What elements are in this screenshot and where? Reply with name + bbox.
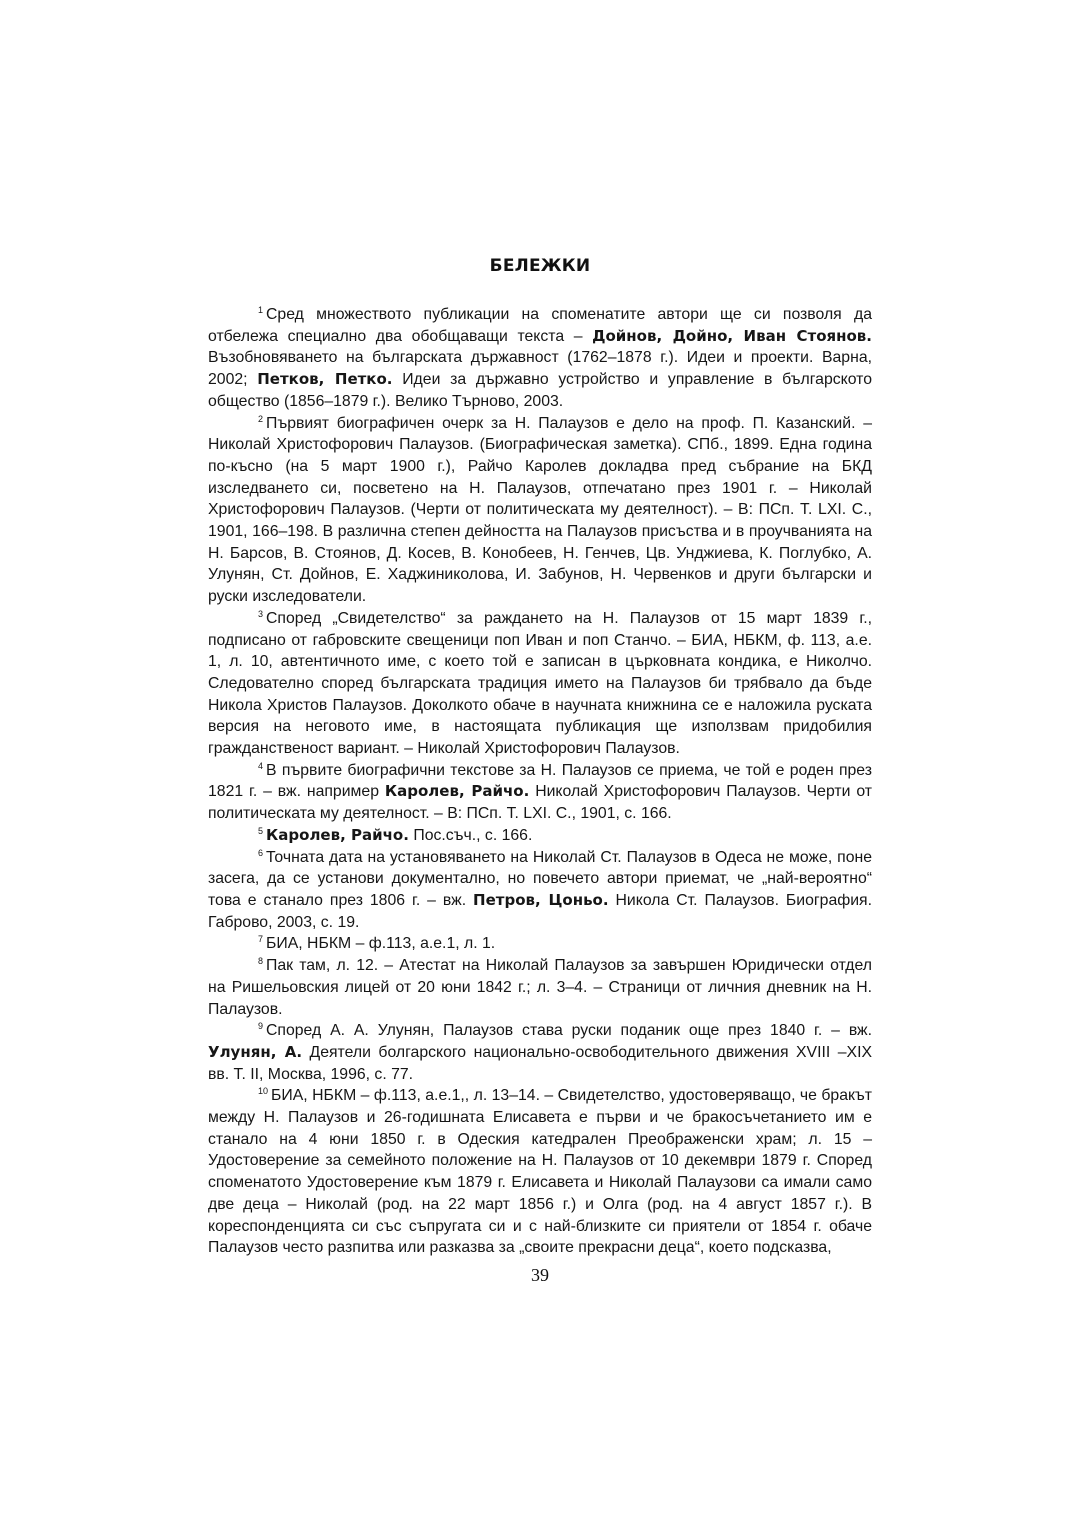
footnote-number: 2 (258, 413, 264, 424)
footnote-number: 3 (258, 608, 264, 619)
footnote-2: $^2$ Първият биографичен очерк за Н. Палаузов е дело на проф. П. Казанский. – Николай Христофорович Палаузов. (Биографическая заметка). СПб., 1899. Една година по-късно (на 5 март 1900 г.), Райчо Каролев докладва пред събрание на БКД изследването си, посветено на Н. Палаузов, отпечатано през 1901 г. – Николай Христофорович Палаузов. (Черти от политическата му деятелност). – В: ПСп. Т. LXI. С., 1901, 166–198. В различна степен дейността на Палаузов присъства и в проучванията на Н. Барсов, В. Стоянов, Д. Косев, В. Конобеев, Н. Генчев, Цв. Унджиева, К. Поглубко, А. Улунян, Ст. Дойнов, Е. Хаджиниколова, И. Забунов, Н. Червенков и други български и руски изследователи. (208, 413, 872, 606)
footnote-8: $^8$ Пак там, л. 12. – Атестат на Николай Палаузов за завършен Юридически отдел на Ришельовския лицей от 20 юни 1842 г.; л. 3–4. – Страници от личния дневник на Н. Палаузов. (208, 956, 872, 1018)
footnote-7: $^7$ БИА, НБКМ – ф.113, а.е.1, л. 1. (258, 934, 496, 953)
author-name: Дойнов, Дойно, Иван Стоянов. (592, 326, 872, 345)
footnote-number: 7 (258, 934, 264, 945)
author-name: Улунян, А. (208, 1042, 303, 1061)
footnote-number: 6 (258, 847, 264, 858)
author-name: Петков, Петко. (257, 370, 393, 389)
footnote-10: $^{10}$ БИА, НБКМ – ф.113, а.е.1,, л. 13–14. – Свидетелство, удостоверяващо, че бракът между Н. Палаузов и 26-годишната Елисавета е първи и че бракосъчетанието им е станало на 4 юни 1850 г. в Одеския катедрален Преображенски храм; л. 15 – Удостоверение за семейното положение на Н. Палаузов от 10 декември 1879 г. Според споменатото Удостоверение към 1879 г. Елисавета и Николай Палаузови са имали само две деца – Николай (род. на 22 март 1856 г.) и Олга (род. на 4 август 1857 г.). В кореспонденцията си със съпругата си и с най-близките си приятели от 1854 г. обаче Палаузов често разпитва или разказва за „своите прекрасни деца“, което подсказва, (208, 1086, 872, 1257)
footnote-number: 5 (258, 825, 264, 836)
footnote-9: $^9$ Според А. А. Улунян, Палаузов става руски поданик още през 1840 г. – вж. Улунян, А. Деятели болгарского национально-освободительного движения XVIII –XIX вв. Т. II, Москва, 1996, с. 77. (208, 1021, 872, 1083)
footnote-number: 8 (258, 956, 264, 967)
footnote-number: 10 (258, 1086, 269, 1097)
footnote-3: $^3$ Според „Свидетелство“ за раждането на Н. Палаузов от 15 март 1839 г., подписано от габровските свещеници поп Иван и поп Станчо. – БИА, НБКМ, ф. 113, а.е. 1, л. 10, автентичното име, с което той е записан в църковната кондика, е Николчо. Следователно според българската традиция името на Палаузов би трябвало да бъде Никола Христов Палаузов. Доколкото обаче в научната книжнина се е наложила руската версия на неговото име, в настоящата публикация ще използвам придобилия гражданственост вариант. – Николай Христофорович Палаузов. (208, 608, 872, 758)
page-heading: БЕЛЕЖКИ (489, 256, 591, 276)
author-name: Каролев, Райчо. (384, 782, 530, 801)
footnote-number: 9 (258, 1021, 264, 1032)
page-number: 39 (531, 1265, 549, 1285)
footnote-1: $^1$ Сред множеството публикации на споменатите автори ще си позволя да отбележа специално два обобщаващи текста – Дойнов, Дойно, Иван Стоянов. Възобновяването на българската държавност (1762–1878 г.). Идеи и проекти. Варна, 2002; Петков, Петко. Идеи за държавно устройство и управление в българското общество (1856–1879 г.). Велико Търново, 2003. (208, 305, 872, 410)
footnote-number: 4 (258, 760, 264, 771)
footnote-number: 1 (258, 305, 264, 315)
author-name: Петров, Цоньо. (473, 890, 609, 909)
notes-list (208, 304, 872, 1259)
footnote-4: $^4$ В първите биографични текстове за Н. Палаузов се приема, че той е роден през 1821 г. – вж. например Каролев, Райчо. Николай Христофорович Палаузов. Черти от политическата му деятелност. – В: ПСп. Т. LXI. С., 1901, с. 166. (208, 760, 873, 823)
author-name: Каролев, Райчо. (266, 825, 409, 844)
footnote-5: $^5$ Каролев, Райчо. Пос.съч., с. 166. (258, 825, 533, 844)
footnote-6: $^6$ Точната дата на установяването на Николай Ст. Палаузов в Одеса не може, поне засега, да се установи документално, но повечето автори приемат, че „най-вероятно“ това е станало през 1806 г. – вж. Петров, Цоньо. Никола Ст. Палаузов. Биография. Габрово, 2003, с. 19. (208, 847, 872, 931)
